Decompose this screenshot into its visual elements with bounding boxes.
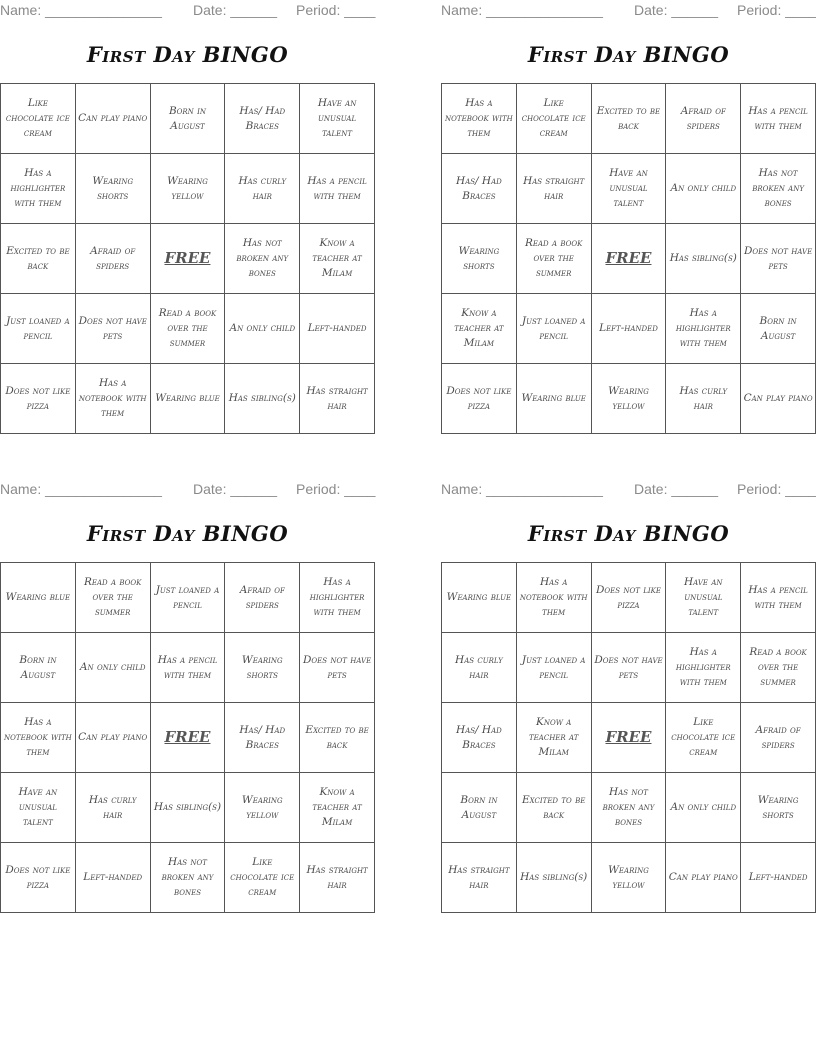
bingo-cell: Left-handed — [300, 294, 375, 364]
bingo-cell: Have an unusual talent — [666, 563, 741, 633]
bingo-cell: Like chocolate ice cream — [517, 84, 592, 154]
bingo-cell: Has a pencil with them — [741, 563, 816, 633]
bingo-cell: Excited to be back — [300, 703, 375, 773]
bingo-cell: Read a book over the summer — [76, 563, 151, 633]
bingo-cell: Can play piano — [741, 364, 816, 434]
bingo-cell: Like chocolate ice cream — [666, 703, 741, 773]
name-field: Name: _______________ — [0, 2, 162, 18]
bingo-cell: Have an unusual talent — [1, 773, 76, 843]
bingo-cell: Like chocolate ice cream — [225, 843, 300, 913]
bingo-grid — [0, 83, 375, 434]
bingo-cell: Wearing yellow — [225, 773, 300, 843]
bingo-cell: Just loaned a pencil — [517, 294, 592, 364]
bingo-cell: Does not like pizza — [592, 563, 667, 633]
bingo-card — [0, 0, 375, 440]
bingo-cell: Left-handed — [592, 294, 667, 364]
bingo-cell: Left-handed — [76, 843, 151, 913]
period-field: Period: ____ — [296, 481, 376, 497]
free-space-cell: FREE — [592, 703, 667, 773]
date-field: Date: ______ — [193, 481, 278, 497]
bingo-cell: Read a book over the summer — [741, 633, 816, 703]
bingo-cell: Has/ Had Braces — [442, 154, 517, 224]
bingo-cell: Has a pencil with them — [151, 633, 226, 703]
bingo-cell: Does not have pets — [76, 294, 151, 364]
name-field: Name: _______________ — [0, 481, 162, 497]
bingo-cell: Has a highlighter with them — [1, 154, 76, 224]
bingo-cell: Does not have pets — [741, 224, 816, 294]
bingo-cell: Just loaned a pencil — [1, 294, 76, 364]
bingo-cell: Born in August — [1, 633, 76, 703]
bingo-cell: Afraid of spiders — [225, 563, 300, 633]
bingo-cell: Has curly hair — [225, 154, 300, 224]
bingo-cell: Has straight hair — [517, 154, 592, 224]
bingo-cell: Has a highlighter with them — [666, 633, 741, 703]
bingo-cell: Has sibling(s) — [517, 843, 592, 913]
bingo-cell: Wearing blue — [442, 563, 517, 633]
card-title: First Day BINGO — [527, 42, 730, 67]
name-field: Name: _______________ — [441, 481, 603, 497]
bingo-cell: Know a teacher at Milam — [442, 294, 517, 364]
bingo-cell: Read a book over the summer — [151, 294, 226, 364]
bingo-cell: Wearing yellow — [592, 843, 667, 913]
student-info-header — [0, 2, 380, 20]
bingo-cell: Have an unusual talent — [592, 154, 667, 224]
bingo-cell: Has not broken any bones — [592, 773, 667, 843]
bingo-cell: Has not broken any bones — [741, 154, 816, 224]
bingo-cell: Has a pencil with them — [300, 154, 375, 224]
bingo-cell: Wearing shorts — [442, 224, 517, 294]
free-space-cell: FREE — [151, 224, 226, 294]
bingo-grid — [441, 83, 816, 434]
bingo-cell: Has not broken any bones — [151, 843, 226, 913]
bingo-cell: Know a teacher at Milam — [517, 703, 592, 773]
name-field: Name: _______________ — [441, 2, 603, 18]
date-field: Date: ______ — [634, 481, 719, 497]
bingo-cell: An only child — [76, 633, 151, 703]
bingo-cell: Read a book over the summer — [517, 224, 592, 294]
student-info-header — [0, 481, 380, 499]
bingo-cell: Just loaned a pencil — [151, 563, 226, 633]
bingo-cell: Has straight hair — [442, 843, 517, 913]
bingo-cell: Know a teacher at Milam — [300, 224, 375, 294]
bingo-cell: Has a notebook with them — [1, 703, 76, 773]
bingo-cell: Has curly hair — [666, 364, 741, 434]
bingo-cell: Has/ Had Braces — [225, 703, 300, 773]
bingo-grid — [0, 562, 375, 913]
bingo-cell: Wearing yellow — [592, 364, 667, 434]
bingo-cell: Can play piano — [666, 843, 741, 913]
bingo-cell: Left-handed — [741, 843, 816, 913]
card-title: First Day BINGO — [527, 521, 730, 546]
bingo-cell: Has sibling(s) — [225, 364, 300, 434]
card-title: First Day BINGO — [86, 42, 289, 67]
bingo-cell: Excited to be back — [517, 773, 592, 843]
bingo-cell: Has straight hair — [300, 843, 375, 913]
bingo-cell: Know a teacher at Milam — [300, 773, 375, 843]
bingo-cell: Wearing yellow — [151, 154, 226, 224]
bingo-cell: Has a notebook with them — [76, 364, 151, 434]
bingo-cell: Afraid of spiders — [741, 703, 816, 773]
bingo-cell: Has sibling(s) — [151, 773, 226, 843]
bingo-cell: Wearing shorts — [225, 633, 300, 703]
bingo-card — [441, 0, 816, 440]
bingo-cell: Wearing blue — [517, 364, 592, 434]
bingo-cell: Has a pencil with them — [741, 84, 816, 154]
bingo-cell: Like chocolate ice cream — [1, 84, 76, 154]
bingo-cell: Has curly hair — [76, 773, 151, 843]
bingo-cell: Does not have pets — [592, 633, 667, 703]
bingo-cell: Has/ Had Braces — [225, 84, 300, 154]
bingo-cell: Excited to be back — [1, 224, 76, 294]
bingo-cell: Does not have pets — [300, 633, 375, 703]
bingo-cell: Wearing blue — [1, 563, 76, 633]
bingo-cell: Has straight hair — [300, 364, 375, 434]
bingo-cell: An only child — [225, 294, 300, 364]
period-field: Period: ____ — [737, 2, 816, 18]
bingo-cell: Has a notebook with them — [442, 84, 517, 154]
bingo-cell: Has/ Had Braces — [442, 703, 517, 773]
bingo-grid — [441, 562, 816, 913]
date-field: Date: ______ — [193, 2, 278, 18]
bingo-cell: Afraid of spiders — [76, 224, 151, 294]
card-title: First Day BINGO — [86, 521, 289, 546]
bingo-cell: Has a highlighter with them — [300, 563, 375, 633]
period-field: Period: ____ — [737, 481, 816, 497]
bingo-cell: Just loaned a pencil — [517, 633, 592, 703]
bingo-cell: Wearing blue — [151, 364, 226, 434]
date-field: Date: ______ — [634, 2, 719, 18]
student-info-header — [441, 2, 816, 20]
bingo-cell: Born in August — [741, 294, 816, 364]
bingo-cell: Can play piano — [76, 703, 151, 773]
bingo-cell: Wearing shorts — [76, 154, 151, 224]
bingo-cell: Wearing shorts — [741, 773, 816, 843]
bingo-cell: Has sibling(s) — [666, 224, 741, 294]
bingo-cell: Born in August — [151, 84, 226, 154]
bingo-cell: Has a highlighter with them — [666, 294, 741, 364]
bingo-cell: Can play piano — [76, 84, 151, 154]
bingo-cell: Does not like pizza — [1, 843, 76, 913]
student-info-header — [441, 481, 816, 499]
bingo-cell: An only child — [666, 154, 741, 224]
bingo-cell: Born in August — [442, 773, 517, 843]
free-space-cell: FREE — [592, 224, 667, 294]
bingo-card — [0, 479, 375, 919]
bingo-cell: Have an unusual talent — [300, 84, 375, 154]
bingo-cell: Excited to be back — [592, 84, 667, 154]
bingo-cell: Does not like pizza — [442, 364, 517, 434]
bingo-cell: Has not broken any bones — [225, 224, 300, 294]
free-space-cell: FREE — [151, 703, 226, 773]
bingo-cell: An only child — [666, 773, 741, 843]
bingo-cell: Does not like pizza — [1, 364, 76, 434]
bingo-cell: Has curly hair — [442, 633, 517, 703]
bingo-card — [441, 479, 816, 919]
bingo-cell: Has a notebook with them — [517, 563, 592, 633]
period-field: Period: ____ — [296, 2, 376, 18]
bingo-cell: Afraid of spiders — [666, 84, 741, 154]
